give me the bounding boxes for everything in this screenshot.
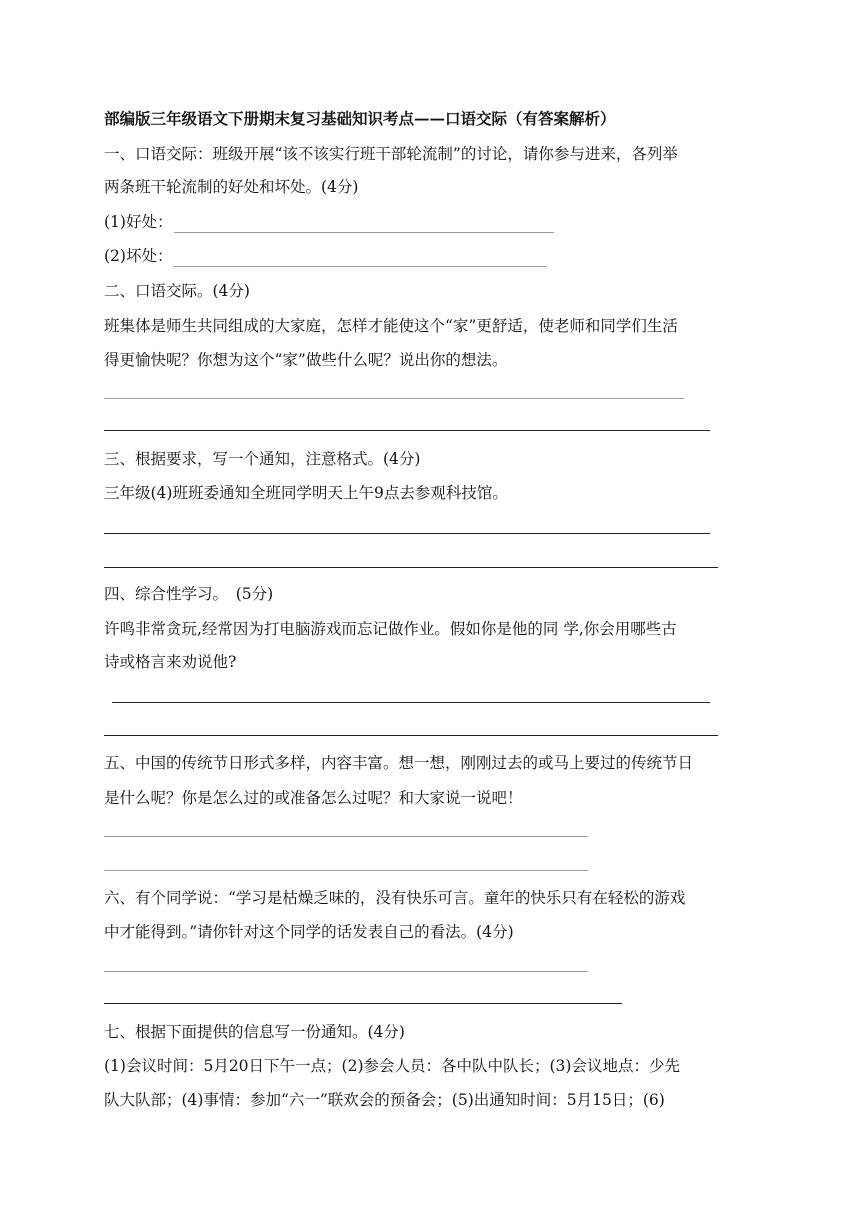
q5-text-line2: 是什么呢？你是怎么过的或准备怎么过呢？和大家说一说吧！: [104, 789, 523, 807]
q1-label-advantages: (1)好处：: [104, 213, 173, 231]
q2-answer-line-2[interactable]: [104, 430, 710, 431]
q2-text-line1: 班集体是师生共同组成的大家庭，怎样才能使这个“家”更舒适，使老师和同学们生活: [104, 317, 678, 335]
q2-heading: 二、口语交际。(4分): [104, 282, 250, 300]
q4-answer-line-2[interactable]: [104, 735, 718, 736]
q7-text-line1: (1)会议时间：5月20日下午一点；(2)参会人员：各中队中队长；(3)会议地点：少先: [104, 1057, 680, 1075]
q4-answer-line-1[interactable]: [112, 702, 710, 703]
q3-answer-line-1[interactable]: [104, 533, 710, 534]
q3-answer-line-2[interactable]: [104, 567, 718, 568]
q7-text-line2: 队大队部；(4)事情：参加“六一”联欢会的预备会；(5)出通知时间：5月15日；(6): [104, 1091, 665, 1109]
q6-text-line2: 中才能得到。”请你针对这个同学的话发表自己的看法。(4分): [104, 923, 514, 941]
document-title: 部编版三年级语文下册期末复习基础知识考点——口语交际（有答案解析）: [104, 109, 616, 128]
q6-answer-line-1[interactable]: [104, 971, 588, 972]
q4-text-line1: 许鸣非常贪玩,经常因为打电脑游戏而忘记做作业。假如你是他的同 学,你会用哪些古: [104, 620, 677, 638]
q7-heading: 七、根据下面提供的信息写一份通知。(4分): [104, 1023, 405, 1041]
q1-answer-advantages[interactable]: [104, 211, 554, 233]
q2-answer-line-1[interactable]: [104, 398, 684, 399]
q5-text-line1: 五、中国的传统节日形式多样，内容丰富。想一想，刚刚过去的或马上要过的传统节日: [104, 754, 694, 772]
q1-advantages-blank[interactable]: [174, 216, 554, 233]
q3-heading: 三、根据要求，写一个通知，注意格式。(4分): [104, 450, 421, 468]
q6-text-line1: 六、有个同学说：“学习是枯燥乏味的，没有快乐可言。童年的快乐只有在轻松的游戏: [104, 889, 686, 907]
q1-label-disadvantages: (2)坏处：: [104, 247, 173, 265]
q1-answer-disadvantages[interactable]: [104, 245, 546, 267]
q1-text-line1: 一、口语交际：班级开展“该不该实行班干部轮流制”的讨论，请你参与进来，各列举: [104, 145, 678, 163]
q5-answer-line-1[interactable]: [104, 836, 588, 837]
q1-disadvantages-blank[interactable]: [174, 250, 546, 267]
q2-text-line2: 得更愉快呢？你想为这个“家”做些什么呢？说出你的想法。: [104, 351, 508, 369]
q4-heading: 四、综合性学习。 (5分): [104, 585, 274, 603]
q1-text-line2: 两条班干轮流制的好处和坏处。(4分): [104, 178, 359, 196]
q5-answer-line-2[interactable]: [104, 870, 588, 871]
q4-text-line2: 诗或格言来劝说他?: [104, 653, 237, 671]
q6-answer-line-2[interactable]: [104, 1003, 622, 1004]
q3-text-line1: 三年级(4)班班委通知全班同学明天上午9点去参观科技馆。: [104, 484, 508, 502]
